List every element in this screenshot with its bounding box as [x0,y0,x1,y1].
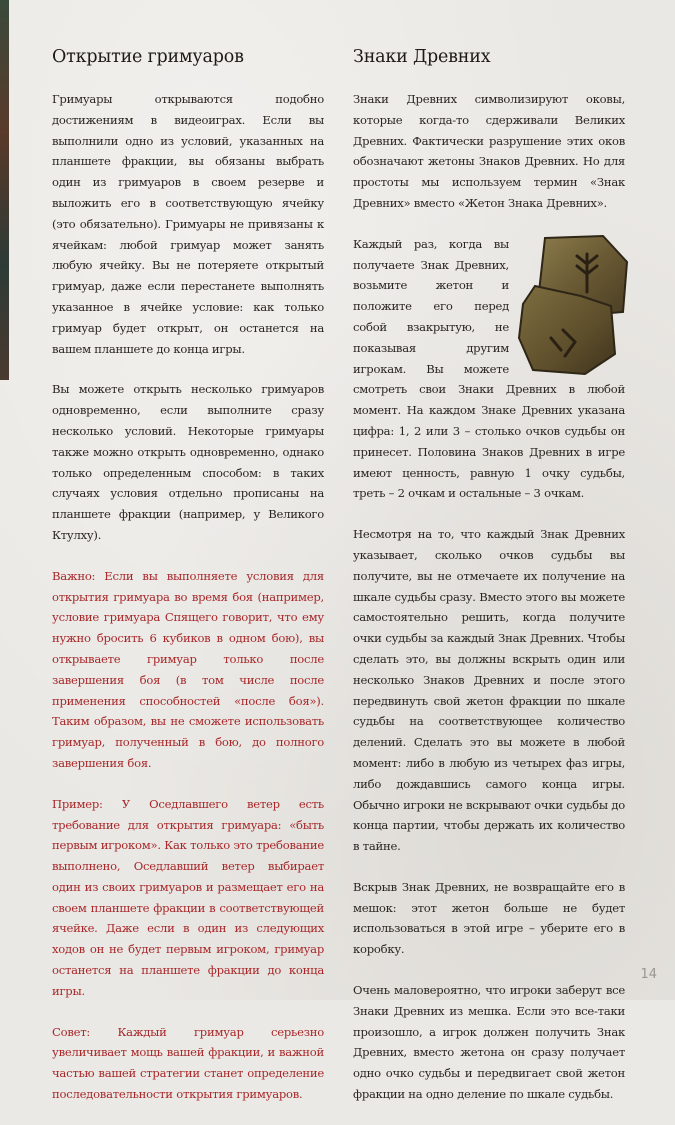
elder-sign-tokens-icon [515,234,633,376]
elder-signs-paragraph-5: Очень маловероятно, что игроки заберут все Знаки Древних из мешка. Если это все-таки произошло, а игрок должен получить Знак Древних, вместо жетона он сразу получает одно очко судьбы и передвигает свой жетон фракции на одно деление по шкале судьбы. [353,983,625,1102]
grimoire-paragraph-1: Гримуары открываются подобно достижениям в видеоиграх. Если вы выполнили одно из условий, указанных на планшете фракции, вы обязаны выбрать один из гримуаров в своем резерве и выложить его в соответствующую ячейку (это обязательно). Гримуары не привязаны к ячейкам: любой гримуар может занять любую ячейку. Вы не потеряете открытый гримуар, даже если перестанете выполнять указанное в ячейке условие: как только гримуар будет открыт, он останется на вашем планшете до конца игры. [52,92,324,356]
elder-signs-paragraph-4: Вскрыв Знак Древних, не возвращайте его в мешок: этот жетон больше не будет использоваться в этой игре – уберите его в коробку. [353,879,625,957]
elder-signs-paragraph-1: Знаки Древних символизируют оковы, которые когда-то сдерживали Великих Древних. Фактически разрушение этих оков обозначают жетоны Знаков Древних. Но для простоты мы используем термин «Знак Древних» вместо «Жетон Знака Древних». [353,92,625,210]
page-edge-art [0,0,9,380]
grimoire-paragraph-2: Вы можете открыть несколько гримуаров одновременно, если выполните сразу несколько условий. Некоторые гримуары также можно открыть одновременно, однако только определенным способом: в таких случаях условия отдельно прописаны на планшете фракции (например, у Великого Ктулху). [52,382,324,542]
example-note: Пример: У Оседлавшего ветер есть требование для открытия гримуара: «быть первым игроком». Как только это требование выполнено, Оседлавший ветер выбирает один из своих гримуаров и размещает его на своем планшете фракции в соответствующей ячейке. Даже если в один из следующих ходов он не будет первым игроком, гримуар останется на планшете фракции до конца игры. [52,796,324,998]
elder-sign-tokens-image [515,234,633,376]
tip-note: Совет: Каждый гримуар серьезно увеличивает мощь вашей фракции, и важной частью вашей стратегии станет определение последовательности открытия гримуаров. [52,1024,324,1102]
important-note: Важно: Если вы выполняете условия для открытия гримуара во время боя (например, условие гримуара Спящего говорит, что ему нужно бросить 6 кубиков в одном бою), вы открываете гримуар только после завершения боя (в том числе после применения способностей «после боя»). Таким образом, вы не сможете использовать гримуар, полученный в бою, до полного завершения боя. [52,568,324,770]
page-number: 14 [640,967,657,982]
elder-signs-paragraph-3: Несмотря на то, что каждый Знак Древних указывает, сколько очков судьбы вы получите, вы не отмечаете их получение на шкале судьбы сразу. Вместо этого вы можете самостоятельно решить, когда получите очки судьбы за каждый Знак Древних. Чтобы сделать это, вы должны вскрыть один или несколько Знаков Древних и после этого передвинуть свой жетон фракции по шкале судьбы на соответствующее количество делений. Сделать это вы можете в любой момент: либо в любую из четырех фаз игры, либо дождавшись самого конца игры. Обычно игроки не вскрывают очки судьбы до конца партии, чтобы держать их количество в тайне. [353,527,625,854]
elder-signs-paragraph-2: Каждый раз, когда вы получаете Знак Древних, возьмите жетон и положите его перед собой взакрытую, не показывая другим игрокам. Вы можете смотреть свои Знаки Древних в любой момент. На каждом Знаке Древних указана цифра: 1, 2 или 3 – столько очков судьбы он принесет. Половина Знаков Древних в игре имеют ценность, равную 1 очку судьбы, треть – 2 очкам и остальные – 3 очкам. [353,236,625,501]
left-column [52,44,324,1125]
grimoire-section-title: Открытие гримуаров [52,47,244,67]
elder-signs-section-title: Знаки Древних [353,47,491,67]
right-column [353,44,625,1125]
